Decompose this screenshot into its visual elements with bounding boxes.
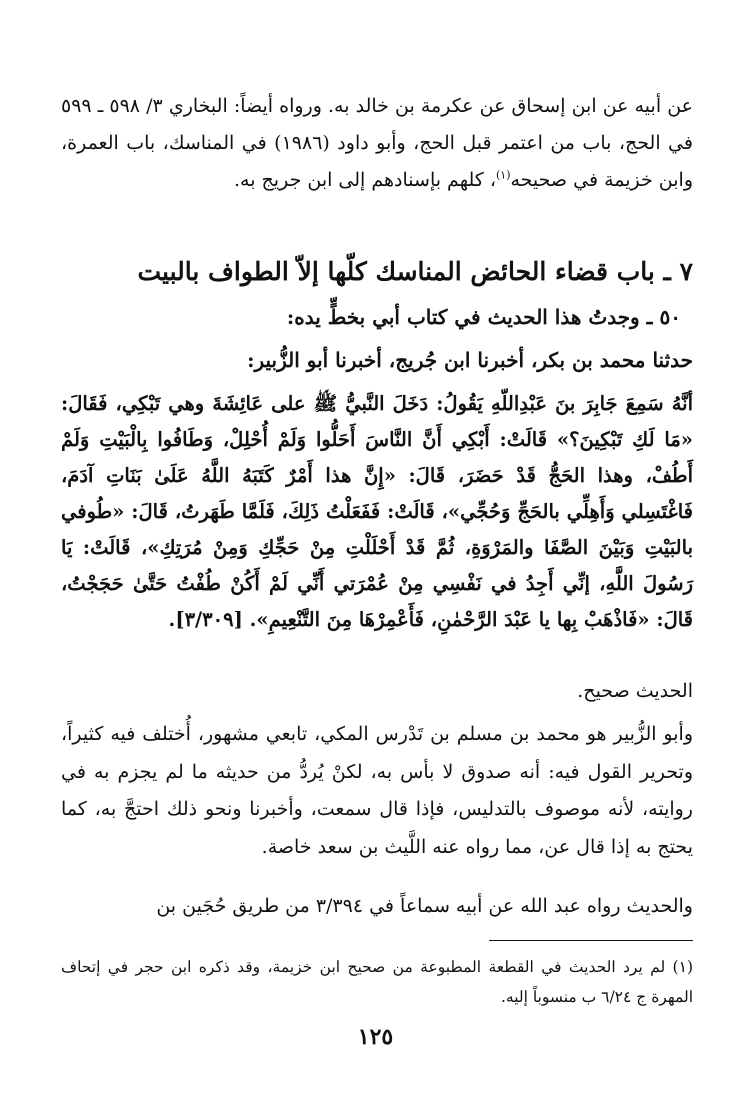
- page-number: ١٢٥: [357, 1024, 394, 1050]
- hadith-heading: ٥٠ ـ وجدتُ هذا الحديث في كتاب أبي بخطٍّ يده:: [286, 305, 681, 329]
- chapter-heading: ٧ ـ باب قضاء الحائض المناسك كلّها إلاّ الطواف بالبيت: [137, 257, 693, 286]
- hadith-grade: الحديث صحيح.: [577, 680, 693, 702]
- footnote-reference: (١): [495, 168, 511, 182]
- footnote-divider: [489, 940, 693, 941]
- opening-paragraph: [61, 88, 693, 199]
- narrator-commentary: وأبو الزُّبير هو محمد بن مسلم بن تَدْرس المكي، تابعي مشهور، أُختلف فيه كثيراً، وتحرير القول فيه: أنه صدوق لا بأس به، لكنْ يُردُّ من حديثه ما لم يجزم به في روايته، لأنه موصوف بالتدليس، فإذا قال سمعت، وأخبرنا ونحو ذلك احتجَّ به، كما يحتج به إذا قال عن، مما رواه عنه اللَّيث بن سعد خاصة.: [61, 723, 693, 858]
- hadith-text: أنَّهُ سَمِعَ جَابِرَ بنَ عَبْدِاللّهِ يَقُولُ: دَخَلَ النَّبيُّ ﷺ على عَائِشَةَ وهي تَبْكِي، فَقَالَ: «مَا لَكِ تَبْكِينَ؟» قَالَتْ: أَبْكِي أَنَّ النَّاسَ أَحَلُّوا وَلَمْ أُحْلِلْ، وَطَافُوا بِالْبَيْتِ وَلَمْ أَطُفْ، وهذا الحَجُّ قَدْ حَضَرَ، قَالَ: «إِنَّ هذا أَمْرٌ كَتَبَهُ اللَّهُ عَلَىٰ بَنَاتِ آدَمَ، فَاغْتَسِلي وَأَهِلِّي بالحَجِّ وَحُجِّي»، قَالَتْ: فَفَعَلْتُ ذَلِكَ، فَلَمَّا طَهَرتُ، قَالَ: «طُوفي بالبَيْتِ وَبَيْنَ الصَّفَا والمَرْوَةِ، ثُمَّ قَدْ أَحْلَلْتِ مِنْ حَجِّكِ وَمِنْ مُرَتِكِ»، قَالَتْ: يَا رَسُولَ اللَّهِ، إنِّي أَجِدُ في نَفْسِي مِنْ عُمْرَتي أَنِّي لَمْ أَكُنْ طُفْتُ حَتَّىٰ حَجَجْتُ، قَالَ: «فَاذْهَبْ بِها يا عَبْدَ الرَّحْمٰنِ، فَأَعْمِرْهَا مِنَ التَّنْعِيمِ». [٣/٣٠٩].: [61, 392, 693, 631]
- opening-paragraph-end: ، كلهم بإسنادهم إلى ابن جريج به.: [233, 169, 496, 191]
- opening-paragraph-text: عن أبيه عن ابن إسحاق عن عكرمة بن خالد به. ورواه أيضاً: البخاري ٣/ ٥٩٨ ـ ٥٩٩ في الحج، باب من اعتمر قبل الحج، وأبو داود (١٩٨٦) في المناسك، باب العمرة، وابن خزيمة في صحيحه: [61, 95, 693, 191]
- footnote: (١) لم يرد الحديث في القطعة المطبوعة من صحيح ابن خزيمة، وقد ذكره ابن حجر في إتحاف المهرة ج ٦/٢٤ ب منسوباً إليه.: [61, 958, 693, 1006]
- isnad-chain: حدثنا محمد بن بكر، أخبرنا ابن جُريج، أخبرنا أبو الزُّبير:: [247, 348, 693, 372]
- closing-paragraph: والحديث رواه عبد الله عن أبيه سماعاً في ٣/٣٩٤ من طريق حُجَين بن: [156, 895, 693, 917]
